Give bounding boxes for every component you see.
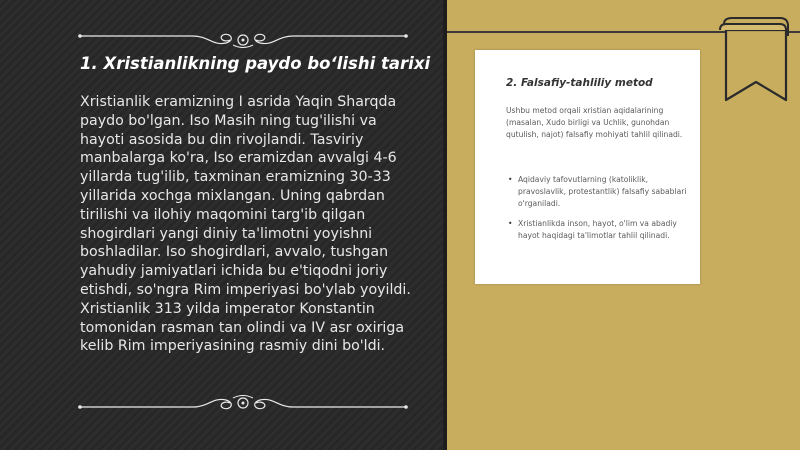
card-paragraph: Ushbu metod orqali xristian aqidalarining (masalan, Xudo birligi va Uchlik, gunohdan qutulish, najot) falsafiy mohiyati tahlil qilinadi.	[506, 106, 683, 139]
page-title: 1. Xristianlikning paydo bo‘lishi tarixi	[80, 54, 431, 73]
card-title: 2. Falsafiy-tahliliy metod	[506, 77, 653, 89]
bookmark-icon	[718, 16, 794, 104]
ornament-divider-icon	[78, 31, 408, 51]
panel-divider	[443, 0, 447, 450]
list-item-text: Aqidaviy tafovutlarning (katoliklik, pravoslavlik, protestantlik) falsafiy sabablari o'rganiladi.	[518, 175, 687, 208]
list-item	[506, 218, 691, 242]
bullet-icon: •	[508, 175, 513, 184]
ornament-divider-icon	[78, 394, 408, 414]
list-item	[506, 174, 691, 210]
card-bullet-list	[506, 174, 691, 250]
method-card	[475, 50, 700, 284]
bullet-icon: •	[508, 219, 513, 228]
list-item-text: Xristianlikda inson, hayot, o'lim va abadiy hayot haqidagi ta'limotlar tahlil qilinadi.	[518, 219, 677, 240]
body-paragraph: Xristianlik eramizning I asrida Yaqin Sharqda paydo bo'lgan. Iso Masih ning tug'ilishi va hayoti asosida bu din rivojlandi. Tasviriy manbalarga ko'ra, Iso eramizdan avvalgi 4-6 yillarda tug'ilib, taxminan eramizning 30-33 yillarida xochga mixlangan. Uning qabrdan tirilishi va ilohiy maqomini targ'ib qilgan shogirdlari yangi diniy ta'limotni yoyishni boshladilar. Iso shogirdlari, avvalo, tushgan yahudiy jamiyatlari ichida bu e'tiqodni joriy etishdi, so'ngra Rim imperiyasi bo'ylab yoyildi. Xristianlik 313 yilda imperator Konstantin tomonidan rasman tan olindi va IV asr oxiriga kelib Rim imperiyasining rasmiy dini bo'ldi.	[80, 94, 411, 355]
